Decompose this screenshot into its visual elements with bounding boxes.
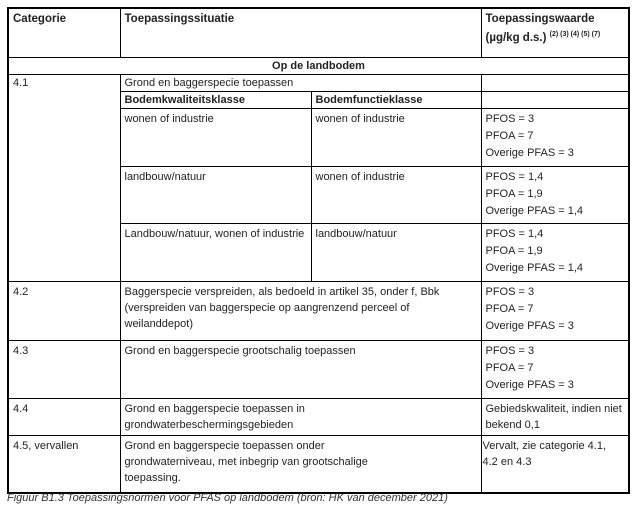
- kwaliteit-cell: Landbouw/natuur, wonen of industrie: [120, 223, 311, 281]
- value-cell: Vervalt, zie categorie 4.1, 4.2 en 4.3: [481, 435, 629, 493]
- table-row: [8, 340, 629, 398]
- value-line: PFOS = 3: [485, 285, 535, 298]
- functie-cell: landbouw/natuur: [311, 223, 481, 281]
- cat-4-1: 4.1: [8, 74, 120, 281]
- header-waarde: [481, 8, 629, 57]
- cat-cell: 4.3: [8, 340, 120, 398]
- table-row: [8, 398, 629, 435]
- value-line: PFOA = 7: [485, 302, 534, 315]
- value-cell: Gebiedskwaliteit, indien niet bekend 0,1: [481, 398, 629, 435]
- value-cell: [481, 340, 629, 398]
- value-line: Overige PFAS = 1,4: [485, 204, 584, 217]
- empty-cell: [481, 74, 629, 91]
- value-line: PFOA = 7: [485, 361, 534, 374]
- header-notes: (2) (3) (4) (5) (7): [549, 31, 601, 38]
- sub-header-functie: Bodemfunctieklasse: [311, 91, 481, 108]
- value-line: PFOS = 1,4: [485, 227, 544, 240]
- table-row: [8, 435, 629, 493]
- situatie-cell: Grond en baggerspecie grootschalig toepassen: [120, 340, 481, 398]
- cat-cell: 4.5, vervallen: [8, 435, 120, 493]
- figure-caption: Figuur B1.3 Toepassingsnormen voor PFAS op landbodem (bron: HK van december 2021): [7, 492, 448, 504]
- functie-cell: wonen of industrie: [311, 166, 481, 223]
- section-title: Op de landbodem: [8, 57, 629, 74]
- value-line: Overige PFAS = 3: [485, 378, 574, 391]
- value-cell: [481, 108, 629, 166]
- header-situatie: Toepassingssituatie: [120, 8, 481, 57]
- value-line: PFOS = 3: [485, 344, 535, 357]
- situatie-cell: Grond en baggerspecie toepassen in grondwaterbeschermingsgebieden: [120, 398, 481, 435]
- kwaliteit-cell: landbouw/natuur: [120, 166, 311, 223]
- value-line: Overige PFAS = 1,4: [485, 261, 584, 274]
- header-waarde-label: Toepassingswaarde (µg/kg d.s.): [485, 13, 595, 44]
- situatie-4-1: Grond en baggerspecie toepassen: [120, 74, 481, 91]
- header-categorie: Categorie: [8, 8, 120, 57]
- value-line: PFOA = 7: [485, 129, 534, 142]
- situatie-cell: Baggerspecie verspreiden, als bedoeld in artikel 35, onder f, Bbk (verspreiden van baggerspecie op aangrenzend perceel of weilanddepot): [120, 281, 481, 340]
- value-cell: [481, 166, 629, 223]
- value-line: Overige PFAS = 3: [485, 146, 574, 159]
- cat-cell: 4.2: [8, 281, 120, 340]
- empty-cell: [481, 91, 629, 108]
- value-line: PFOS = 1,4: [485, 170, 544, 183]
- kwaliteit-cell: wonen of industrie: [120, 108, 311, 166]
- value-cell: [481, 223, 629, 281]
- situatie-cell: Grond en baggerspecie toepassen onder grondwaterniveau, met inbegrip van grootschalige toepassing.: [120, 435, 481, 493]
- pfas-norms-table: [7, 7, 630, 494]
- functie-cell: wonen of industrie: [311, 108, 481, 166]
- table-row: [8, 281, 629, 340]
- value-line: PFOA = 1,9: [485, 244, 543, 257]
- value-line: Overige PFAS = 3: [485, 319, 574, 332]
- sub-header-kwaliteit: Bodemkwaliteitsklasse: [120, 91, 311, 108]
- cat-cell: 4.4: [8, 398, 120, 435]
- value-cell: [481, 281, 629, 340]
- value-line: PFOS = 3: [485, 112, 535, 125]
- value-line: PFOA = 1,9: [485, 187, 543, 200]
